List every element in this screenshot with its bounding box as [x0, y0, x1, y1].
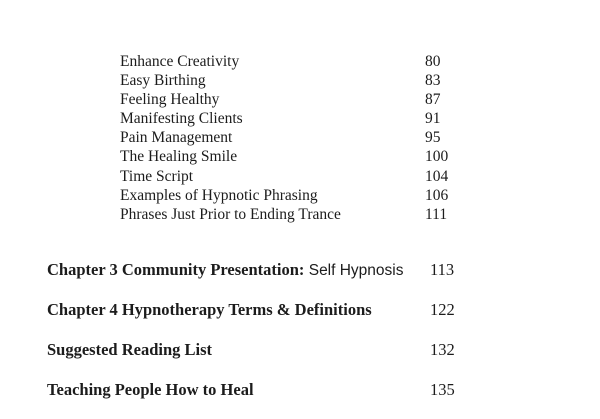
- toc-entry: [120, 128, 470, 147]
- toc-chapter-page: 132: [430, 340, 455, 359]
- toc-chapter-page: 122: [430, 300, 455, 319]
- toc-entry-page: 111: [425, 205, 448, 223]
- toc-entry-page: 104: [425, 167, 449, 185]
- toc-chapter-title-bold: Suggested Reading List: [47, 340, 213, 359]
- toc-entry-page: 87: [425, 91, 441, 109]
- toc-entry: [120, 167, 470, 186]
- toc-chapter-page: 113: [430, 260, 455, 279]
- toc-chapter-title-normal: Self Hypnosis: [304, 262, 404, 279]
- toc-entry-title: Manifesting Clients: [120, 110, 243, 128]
- toc-chapter: [47, 258, 547, 298]
- toc-entry-page: 95: [425, 129, 441, 147]
- toc-entry-page: 106: [425, 186, 449, 204]
- toc-entry-page: 80: [425, 53, 441, 70]
- toc-entry-title: Pain Management: [120, 129, 233, 147]
- toc-entry-page: 91: [425, 110, 441, 128]
- toc-entry: [120, 71, 470, 90]
- toc-entry-title: Examples of Hypnotic Phrasing: [120, 186, 318, 204]
- toc-entry-title: Phrases Just Prior to Ending Trance: [120, 205, 341, 223]
- toc-chapter-title: [47, 258, 404, 283]
- toc-entry: [120, 109, 470, 128]
- toc-chapter-title-bold: Chapter 3 Community Presentation:: [47, 260, 305, 279]
- toc-entry: [120, 90, 470, 109]
- toc-chapter-title: [47, 378, 254, 403]
- toc-entry: [120, 52, 470, 71]
- toc-entry-page: 83: [425, 72, 441, 90]
- toc-entry-title: Enhance Creativity: [120, 53, 240, 70]
- toc-chapter-title-bold: Chapter 4 Hypnotherapy Terms & Definitions: [47, 300, 372, 319]
- toc-entry-title: Feeling Healthy: [120, 91, 220, 109]
- toc-subsection-list: [120, 52, 470, 224]
- toc-entry-title: The Healing Smile: [120, 148, 238, 166]
- toc-chapter-title: [47, 338, 212, 363]
- toc-entry: [120, 186, 470, 205]
- toc-chapter-title-bold: Teaching People How to Heal: [47, 380, 254, 399]
- toc-entry-page: 100: [425, 148, 449, 166]
- toc-entry-title: Time Script: [120, 167, 194, 185]
- toc-entry-title: Easy Birthing: [120, 72, 206, 90]
- toc-chapter: [47, 378, 547, 418]
- toc-chapter-page: 135: [430, 380, 455, 399]
- toc-chapter: [47, 298, 547, 338]
- toc-entry: [120, 205, 470, 224]
- toc-entry: [120, 147, 470, 166]
- toc-chapter-title: [47, 298, 372, 323]
- toc-chapter: [47, 338, 547, 378]
- toc-chapter-list: [47, 258, 547, 418]
